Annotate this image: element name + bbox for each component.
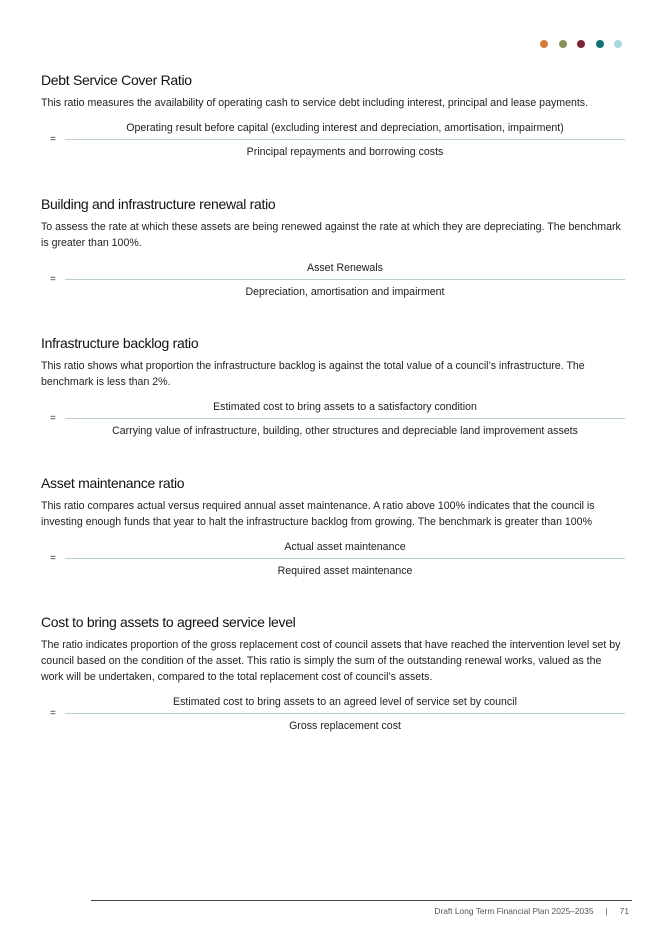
- equals-sign: =: [50, 553, 56, 564]
- formula-denominator: Carrying value of infrastructure, building, other structures and depreciable land improvement assets: [112, 425, 578, 437]
- section-debt-service-cover-ratio: [41, 71, 625, 159]
- page-number: 71: [619, 906, 629, 916]
- ratio-formula: [41, 121, 625, 159]
- formula-denominator: Principal repayments and borrowing costs: [246, 146, 444, 158]
- fraction-bar: [65, 418, 625, 419]
- fraction-bar: [65, 139, 625, 140]
- ratio-formula: [41, 695, 625, 733]
- ratio-formula: [41, 540, 625, 578]
- formula-denominator: Required asset maintenance: [277, 565, 413, 577]
- section-title: Cost to bring assets to agreed service level: [41, 614, 296, 630]
- dot-lightblue: [614, 40, 622, 48]
- section-description: This ratio shows what proportion the infrastructure backlog is against the total value of a council’s infrastructure. The benchmark is less than 2%.: [41, 360, 585, 388]
- equals-sign: =: [50, 413, 56, 424]
- formula-numerator: Estimated cost to bring assets to an agreed level of service set by council: [173, 696, 517, 708]
- section-description: The ratio indicates proportion of the gross replacement cost of council assets that have reached the intervention level set by council based on the condition of the asset. This ratio is simply the sum of the outstanding renewal works, valued as the work will be undertaken, compared to the total replacement cost of council’s assets.: [41, 639, 621, 683]
- equals-sign: =: [50, 708, 56, 719]
- section-infrastructure-backlog-ratio: [41, 334, 625, 438]
- formula-denominator: Gross replacement cost: [289, 720, 401, 732]
- dot-olive: [559, 40, 567, 48]
- fraction-bar: [65, 279, 625, 280]
- section-title: Infrastructure backlog ratio: [41, 335, 199, 351]
- footer-rule: [91, 900, 632, 901]
- section-asset-maintenance-ratio: [41, 474, 625, 578]
- section-title: Debt Service Cover Ratio: [41, 72, 192, 88]
- dot-orange: [540, 40, 548, 48]
- formula-numerator: Operating result before capital (excluding interest and depreciation, amortisation, impairment): [126, 122, 564, 134]
- page-footer: [434, 906, 629, 916]
- formula-denominator: Depreciation, amortisation and impairment: [245, 286, 445, 298]
- ratio-formula: [41, 261, 625, 299]
- fraction-bar: [65, 558, 625, 559]
- formula-numerator: Estimated cost to bring assets to a satisfactory condition: [213, 401, 477, 413]
- section-title: Asset maintenance ratio: [41, 475, 185, 491]
- equals-sign: =: [50, 134, 56, 145]
- fraction-bar: [65, 713, 625, 714]
- section-building-infrastructure-renewal-ratio: [41, 195, 625, 299]
- ratio-formula: [41, 400, 625, 438]
- footer-document-title: Draft Long Term Financial Plan 2025–2035: [434, 906, 594, 916]
- section-cost-to-bring-assets-agreed-service-level: [41, 613, 625, 733]
- section-description: This ratio measures the availability of operating cash to service debt including interest, principal and lease payments.: [41, 97, 589, 109]
- section-description: To assess the rate at which these assets are being renewed against the rate at which they are depreciating. The benchmark is greater than 100%.: [41, 221, 621, 249]
- section-description: This ratio compares actual versus required annual asset maintenance. A ratio above 100% indicates that the council is investing enough funds that year to halt the infrastructure backlog from growing. The benchmark is greater than 100%: [41, 500, 595, 528]
- dot-teal: [596, 40, 604, 48]
- header-dots: [540, 40, 622, 48]
- formula-numerator: Actual asset maintenance: [284, 541, 406, 553]
- equals-sign: =: [50, 274, 56, 285]
- formula-numerator: Asset Renewals: [307, 262, 383, 274]
- section-title: Building and infrastructure renewal ratio: [41, 196, 276, 212]
- dot-maroon: [577, 40, 585, 48]
- footer-separator: |: [605, 906, 608, 916]
